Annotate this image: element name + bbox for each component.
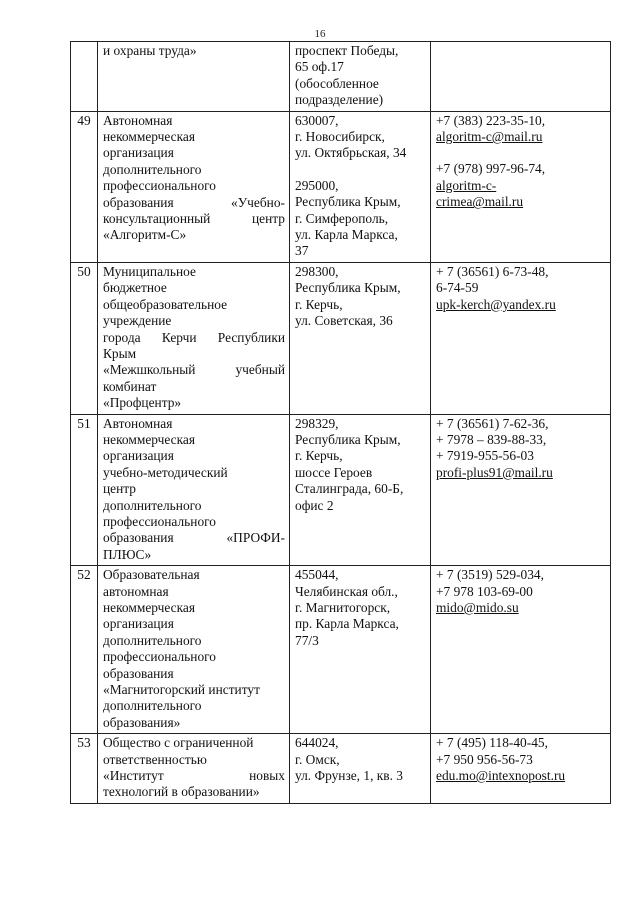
email-link[interactable]: edu.mo@intexnopost.ru: [436, 768, 566, 784]
phone-line: + 7 (36561) 6-73-48,: [436, 263, 549, 279]
organization-name-line: Муниципальное: [103, 263, 196, 279]
email-link[interactable]: crimea@mail.ru: [436, 194, 524, 210]
organization-name-line: центр: [103, 481, 136, 497]
organization-name-line: «Профцентр»: [103, 395, 182, 411]
phone-line: + 7 (36561) 7-62-36,: [436, 415, 549, 431]
organization-name-line: дополнительного: [103, 161, 202, 177]
organization-name-line: образования «Учебно-: [103, 194, 285, 210]
address-cell: [290, 414, 431, 566]
phone-line: + 7919-955-56-03: [436, 448, 534, 464]
address-line: г. Симферополь,: [295, 210, 389, 226]
contacts-cell: [431, 566, 611, 734]
organization-name-line: дополнительного: [103, 497, 202, 513]
organization-name-cell: [98, 414, 290, 566]
phone-line: + 7 (495) 118-40-45,: [436, 735, 548, 751]
email-link[interactable]: algoritm-c@mail.ru: [436, 129, 543, 145]
organization-name-line: образования «ПРОФИ-: [103, 530, 285, 546]
address-line: подразделение): [295, 92, 384, 108]
contacts-cell: [431, 734, 611, 804]
address-line: 298329,: [295, 415, 339, 431]
organization-name-line: профессионального: [103, 178, 216, 194]
organization-name-line: некоммерческая: [103, 600, 195, 615]
email-link[interactable]: algoritm-c-: [436, 177, 497, 193]
address-line: 37: [295, 243, 309, 259]
address-line: офис 2: [295, 497, 334, 513]
row-number: [71, 42, 98, 112]
organizations-table: [70, 41, 611, 804]
organization-name-line: организация: [103, 145, 174, 161]
table-row: [71, 566, 611, 734]
address-line: 65 оф.17: [295, 59, 344, 75]
address-line: ул. Карла Маркса,: [295, 227, 398, 243]
contacts-cell: [431, 42, 611, 112]
organization-name-line: дополнительного: [103, 698, 202, 714]
organization-name-line: бюджетное: [103, 280, 167, 296]
address-cell: [290, 566, 431, 734]
organization-name-line: «Алгоритм-С»: [103, 227, 187, 243]
organization-name-line: «Институт новых: [103, 768, 285, 784]
organization-name-line: некоммерческая: [103, 431, 195, 447]
contacts-cell: [431, 111, 611, 262]
table-body: [71, 42, 611, 804]
address-line: шоссе Героев: [295, 464, 373, 480]
organization-name-cell: [98, 566, 290, 734]
organization-name-line: организация: [103, 616, 174, 632]
address-line: Республика Крым,: [295, 431, 401, 447]
organization-name-line: профессионального: [103, 513, 216, 529]
address-cell: [290, 111, 431, 262]
table-row: [71, 262, 611, 414]
address-line: проспект Победы,: [295, 43, 399, 58]
organization-name-line: общеобразовательное: [103, 296, 228, 312]
organization-name-line: ПЛЮС»: [103, 546, 152, 562]
address-line: ул. Октябрьская, 34: [295, 145, 407, 161]
table-row: [71, 734, 611, 804]
address-line: Республика Крым,: [295, 280, 401, 296]
organization-name-line: города Керчи Республики: [103, 329, 285, 345]
phone-line: 6-74-59: [436, 280, 479, 296]
organization-name-line: «Межшкольный учебный: [103, 362, 285, 378]
organization-name-line: Образовательная: [103, 567, 200, 583]
organization-name-line: образования: [103, 665, 174, 681]
organization-name-line: Общество с ограниченной: [103, 735, 254, 751]
address-line: 295000,: [295, 177, 339, 193]
address-line: г. Магнитогорск,: [295, 600, 391, 615]
address-cell: [290, 262, 431, 414]
organization-name-line: учебно-методический: [103, 464, 228, 480]
organization-name-line: Автономная: [103, 112, 173, 128]
address-spacer: [295, 162, 426, 178]
table-row: [71, 414, 611, 566]
address-line: ул. Советская, 36: [295, 313, 393, 329]
address-line: 644024,: [295, 735, 339, 751]
organization-name-line: образования»: [103, 714, 181, 730]
organization-name-cell: [98, 111, 290, 262]
organization-name-line: дополнительного: [103, 632, 202, 648]
address-line: 77/3: [295, 632, 319, 648]
address-line: г. Омск,: [295, 751, 340, 767]
organization-name-line: и охраны труда»: [103, 43, 197, 58]
page-number: 16: [314, 28, 326, 40]
row-number: 51: [71, 414, 98, 566]
address-line: Сталинграда, 60-Б,: [295, 481, 404, 497]
address-line: Челябинская обл.,: [295, 583, 398, 599]
organization-name-line: консультационный центр: [103, 211, 285, 227]
contacts-spacer: [436, 145, 606, 161]
organization-name-line: Автономная: [103, 415, 173, 431]
phone-line: +7 (978) 997-96-74,: [436, 161, 546, 177]
email-link[interactable]: upk-kerch@yandex.ru: [436, 296, 556, 312]
contacts-cell: [431, 414, 611, 566]
phone-line: +7 (383) 223-35-10,: [436, 112, 546, 128]
email-link[interactable]: profi-plus91@mail.ru: [436, 464, 553, 480]
table-row: [71, 111, 611, 262]
address-line: г. Керчь,: [295, 448, 343, 464]
phone-line: + 7978 – 839-88-33,: [436, 431, 547, 447]
organization-name-line: технологий в образовании»: [103, 784, 260, 800]
organization-name-cell: [98, 42, 290, 112]
phone-line: + 7 (3519) 529-034,: [436, 567, 544, 583]
address-cell: [290, 734, 431, 804]
address-cell: [290, 42, 431, 112]
row-number: 49: [71, 111, 98, 262]
address-line: ул. Фрунзе, 1, кв. 3: [295, 768, 403, 784]
organization-name-line: учреждение: [103, 313, 172, 329]
address-line: 455044,: [295, 567, 339, 583]
table-row: [71, 42, 611, 112]
email-link[interactable]: mido@mido.su: [436, 600, 519, 615]
organization-name-line: «Магнитогорский институт: [103, 682, 260, 698]
organization-name-cell: [98, 734, 290, 804]
row-number: 52: [71, 566, 98, 734]
address-line: 298300,: [295, 263, 339, 279]
organization-name-line: профессионального: [103, 649, 216, 665]
organization-name-line: ответственностью: [103, 751, 207, 767]
address-line: пр. Карла Маркса,: [295, 616, 399, 632]
address-line: Республика Крым,: [295, 194, 401, 210]
address-line: г. Новосибирск,: [295, 129, 385, 145]
organization-name-line: некоммерческая: [103, 129, 195, 145]
contacts-cell: [431, 262, 611, 414]
organization-name-line: Крым: [103, 345, 137, 361]
organization-name-line: автономная: [103, 583, 169, 599]
organization-name-cell: [98, 262, 290, 414]
row-number: 53: [71, 734, 98, 804]
phone-line: +7 950 956-56-73: [436, 751, 533, 767]
address-line: (обособленное: [295, 75, 379, 91]
address-line: 630007,: [295, 112, 339, 128]
organization-name-line: комбинат: [103, 378, 157, 394]
row-number: 50: [71, 262, 98, 414]
phone-line: +7 978 103-69-00: [436, 583, 533, 599]
address-line: г. Керчь,: [295, 296, 343, 312]
organization-name-line: организация: [103, 448, 174, 464]
